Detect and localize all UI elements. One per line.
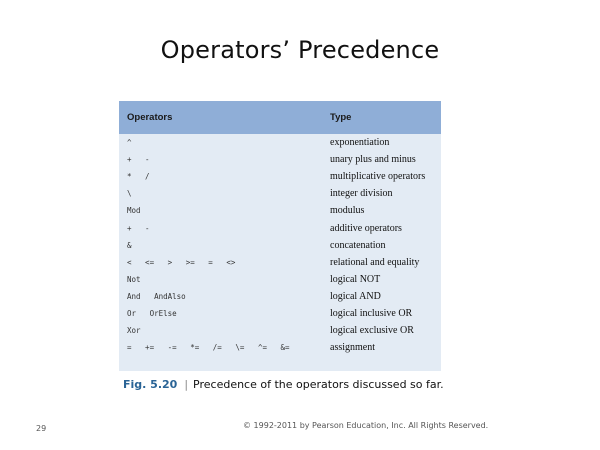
table-row [119,168,441,185]
type-cell: relational and equality [330,256,420,268]
operators-cell: \ [127,189,132,199]
operators-cell: & [127,240,132,250]
figure-caption [123,378,444,391]
operators-cell: And AndAlso [127,291,186,301]
type-cell: unary plus and minus [330,154,416,166]
table-row [119,219,441,236]
caption-text: Precedence of the operators discussed so far. [193,378,444,391]
precedence-table [119,101,441,371]
slide-title: Operators’ Precedence [160,36,440,64]
table-row [119,305,441,322]
type-cell: logical NOT [330,273,381,285]
type-cell: logical inclusive OR [330,307,413,319]
copyright-notice: © 1992-2011 by Pearson Education, Inc. All Rights Reserved. [243,421,489,430]
type-cell: logical exclusive OR [330,325,414,337]
type-cell: multiplicative operators [330,171,426,183]
table-row [119,254,441,271]
type-cell: modulus [330,205,365,217]
operators-cell: ^ [127,138,132,148]
type-cell: integer division [330,188,393,200]
table-row [119,202,441,219]
operators-cell: < <= > >= = <> [127,257,236,267]
operators-cell: Mod [127,206,141,216]
operators-cell: Or OrElse [127,308,177,318]
table-row [119,339,441,356]
table-row [119,134,441,151]
operators-cell: + - [127,155,150,165]
operators-cell: * / [127,172,150,182]
type-column-header: Type [330,112,352,123]
type-cell: concatenation [330,239,386,251]
table-body [119,134,441,356]
table-row [119,151,441,168]
page-number: 29 [36,424,47,433]
operators-column-header: Operators [127,112,173,123]
table-row [119,237,441,254]
table-row [119,271,441,288]
table-row [119,185,441,202]
operators-cell: = += -= *= /= \= ^= &= [127,343,290,353]
figure-label: Fig. 5.20 [123,378,178,391]
operators-cell: + - [127,223,150,233]
table-row [119,288,441,305]
table-header [119,101,441,134]
type-cell: exponentiation [330,137,390,149]
operators-cell: Not [127,274,141,284]
operators-cell: Xor [127,326,141,336]
caption-separator: | [184,378,189,391]
type-cell: assignment [330,342,375,354]
type-cell: logical AND [330,290,381,302]
table-row [119,322,441,339]
type-cell: additive operators [330,222,402,234]
